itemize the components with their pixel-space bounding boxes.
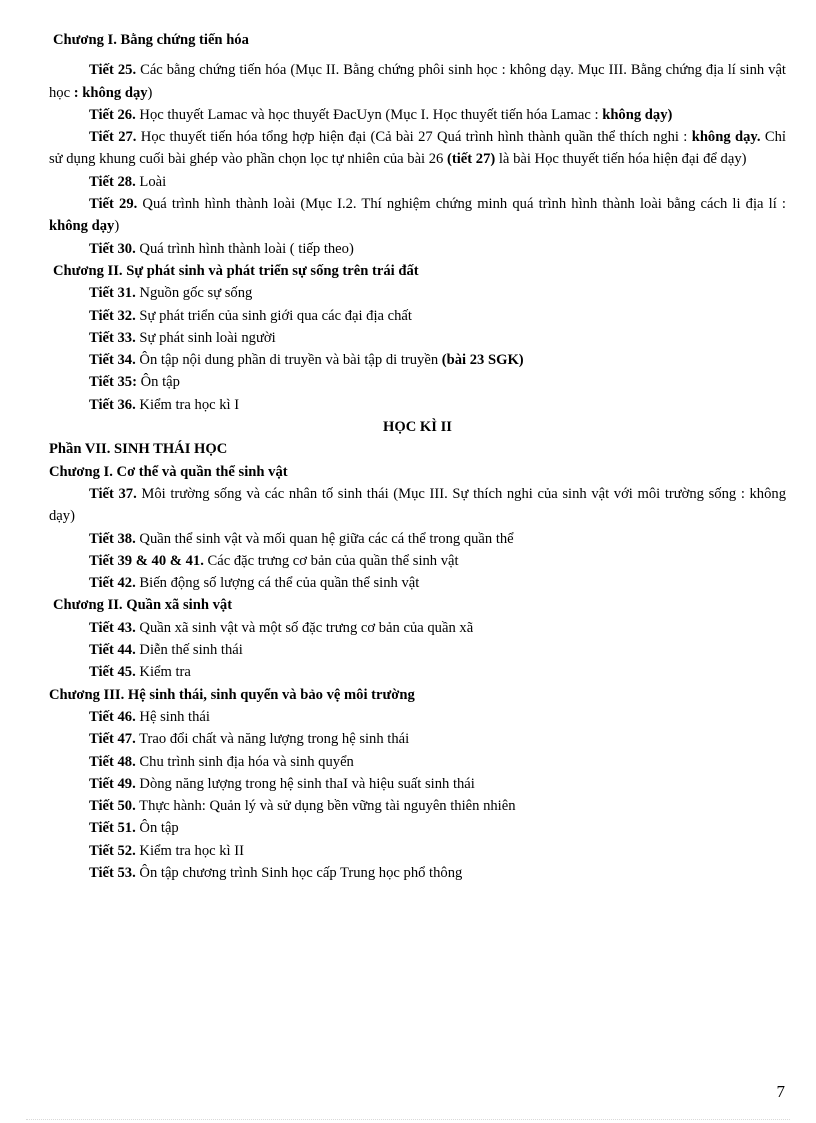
lesson-42 xyxy=(49,572,786,594)
lesson-number: Tiết 26. xyxy=(89,106,136,123)
lesson-number: Tiết 45. xyxy=(89,664,136,681)
lesson-number: Tiết 42. xyxy=(89,575,136,592)
lesson-text: Quần xã sinh vật và một số đặc trưng cơ bản của quần xã xyxy=(135,619,474,636)
lesson-26 xyxy=(49,104,786,126)
lesson-text: Dòng năng lượng trong hệ sinh thaI và hiệu suất sinh thái xyxy=(135,775,475,792)
lesson-43 xyxy=(49,617,786,639)
lesson-number: Tiết 46. xyxy=(89,708,136,725)
lesson-number: Tiết 32. xyxy=(89,307,136,324)
lesson-text-3: là bài Học thuyết tiến hóa hiện đại để dạy) xyxy=(495,151,747,168)
lesson-note: (bài 23 SGK) xyxy=(441,352,524,369)
lesson-text: Hệ sinh thái xyxy=(135,708,210,725)
lesson-29 xyxy=(49,193,786,238)
lesson-38 xyxy=(49,528,786,550)
lesson-number: Tiết 48. xyxy=(89,753,136,770)
lesson-number: Tiết 39 & 40 & 41. xyxy=(89,552,204,569)
semester-heading: HỌC KÌ II xyxy=(383,419,452,436)
lesson-note: : không dạy xyxy=(73,84,148,101)
lesson-text: Trao đổi chất và năng lượng trong hệ sinh thái xyxy=(135,731,410,748)
lesson-49 xyxy=(49,773,786,795)
lesson-number: Tiết 25. xyxy=(89,62,137,79)
lesson-32 xyxy=(49,305,786,327)
lesson-text: Ôn tập nội dung phần di truyền và bài tập di truyền xyxy=(135,352,442,369)
lesson-text: Kiểm tra học kì I xyxy=(135,396,240,413)
lesson-number: Tiết 30. xyxy=(89,240,136,257)
lesson-47 xyxy=(49,728,786,750)
lesson-number: Tiết 31. xyxy=(89,285,136,302)
lesson-46 xyxy=(49,706,786,728)
lesson-text: Ôn tập xyxy=(135,820,179,837)
lesson-number: Tiết 35: xyxy=(89,374,137,391)
lesson-number: Tiết 43. xyxy=(89,619,136,636)
lesson-number: Tiết 47. xyxy=(89,731,136,748)
lesson-number: Tiết 44. xyxy=(89,642,136,659)
lesson-number: Tiết 38. xyxy=(89,530,136,547)
lesson-30 xyxy=(49,238,786,260)
lesson-text: Diễn thế sinh thái xyxy=(135,642,243,659)
lesson-31 xyxy=(49,282,786,304)
lesson-35 xyxy=(49,371,786,393)
lesson-text: Thực hành: Quản lý và sử dụng bền vững tài nguyên thiên nhiên xyxy=(135,798,516,815)
lesson-number: Tiết 52. xyxy=(89,842,136,859)
lesson-number: Tiết 37. xyxy=(89,485,137,502)
lesson-text: Quá trình hình thành loài (Mục I.2. Thí nghiệm chứng minh quá trình hình thành loài bằng cách li địa lí : xyxy=(137,196,786,213)
lesson-34 xyxy=(49,349,786,371)
lesson-text: Chu trình sinh địa hóa và sinh quyển xyxy=(135,753,354,770)
lesson-52 xyxy=(49,840,786,862)
chapter-title: Chương III. Hệ sinh thái, sinh quyển và bảo vệ môi trường xyxy=(49,686,415,703)
part-title: Phần VII. SINH THÁI HỌC xyxy=(49,441,228,458)
lesson-number: Tiết 53. xyxy=(89,864,136,881)
lesson-text: Quần thể sinh vật và mối quan hệ giữa các cá thể trong quần thể xyxy=(135,530,514,547)
lesson-51 xyxy=(49,817,786,839)
lesson-number: Tiết 34. xyxy=(89,352,136,369)
lesson-number: Tiết 51. xyxy=(89,820,136,837)
lesson-text: Các bằng chứng tiến hóa (Mục II. Bằng chứng phôi sinh học : không dạy. Mục III. Bằng chứng địa lí sinh vật học xyxy=(49,62,786,101)
lesson-text: Các đặc trưng cơ bản của quần thể sinh vật xyxy=(203,552,459,569)
lesson-33 xyxy=(49,327,786,349)
lesson-number: Tiết 33. xyxy=(89,329,136,346)
lesson-text: Học thuyết tiến hóa tổng hợp hiện đại (Cả bài 27 Quá trình hình thành quần thể thích nghi : xyxy=(136,129,692,146)
document-body xyxy=(49,29,786,884)
lesson-number: Tiết 49. xyxy=(89,775,136,792)
lesson-39-41 xyxy=(49,550,786,572)
lesson-36 xyxy=(49,394,786,416)
lesson-note: không dạy) xyxy=(602,106,673,123)
lesson-text: Loài xyxy=(135,173,167,190)
lesson-27 xyxy=(49,126,786,171)
lesson-text: Môi trường sống và các nhân tố sinh thái (Mục III. Sự thích nghi của sinh vật với môi trường sống : không dạy) xyxy=(49,485,786,525)
chapter-title: Chương I. Bằng chứng tiến hóa xyxy=(53,32,249,48)
lesson-text: Quá trình hình thành loài ( tiếp theo) xyxy=(135,240,354,257)
lesson-text-2: Chỉ sử dụng khung cuối bài ghép vào phần chọn lọc tự nhiên của bài 26 xyxy=(49,129,786,168)
lesson-text: Sự phát triển của sinh giới qua các đại địa chất xyxy=(135,307,412,324)
lesson-44 xyxy=(49,639,786,661)
lesson-tail: ) xyxy=(147,84,153,101)
lesson-45 xyxy=(49,661,786,683)
lesson-number: Tiết 27. xyxy=(89,129,137,146)
lesson-text: Ôn tập chương trình Sinh học cấp Trung học phổ thông xyxy=(135,864,463,881)
lesson-number: Tiết 36. xyxy=(89,396,136,413)
lesson-25 xyxy=(49,59,786,104)
lesson-note: không dạy. xyxy=(691,129,761,146)
lesson-text: Nguồn gốc sự sống xyxy=(135,285,253,302)
lesson-53 xyxy=(49,862,786,884)
lesson-text: Biến động số lượng cá thể của quần thể sinh vật xyxy=(135,575,420,592)
chapter-title: Chương II. Sự phát sinh và phát triển sự sống trên trái đất xyxy=(53,262,419,279)
lesson-number: Tiết 50. xyxy=(89,798,136,815)
lesson-number: Tiết 29. xyxy=(89,196,138,213)
lesson-note-2: (tiết 27) xyxy=(447,151,496,168)
lesson-50 xyxy=(49,795,786,817)
chapter-title: Chương II. Quần xã sinh vật xyxy=(53,597,233,614)
lesson-text: Sự phát sinh loài người xyxy=(135,329,276,346)
footer-divider xyxy=(26,1119,790,1120)
lesson-text: Ôn tập xyxy=(136,374,180,391)
lesson-text: Kiểm tra học kì II xyxy=(135,842,244,859)
lesson-number: Tiết 28. xyxy=(89,173,136,190)
lesson-48 xyxy=(49,751,786,773)
lesson-tail: ) xyxy=(114,218,120,235)
lesson-28 xyxy=(49,171,786,193)
lesson-note: không dạy xyxy=(49,218,115,235)
lesson-37 xyxy=(49,483,786,528)
chapter-title: Chương I. Cơ thể và quần thể sinh vật xyxy=(49,463,288,480)
page-number: 7 xyxy=(776,1082,785,1101)
lesson-text: Học thuyết Lamac và học thuyết ĐacUyn (Mục I. Học thuyết tiến hóa Lamac : xyxy=(135,106,603,123)
lesson-text: Kiểm tra xyxy=(135,664,191,681)
